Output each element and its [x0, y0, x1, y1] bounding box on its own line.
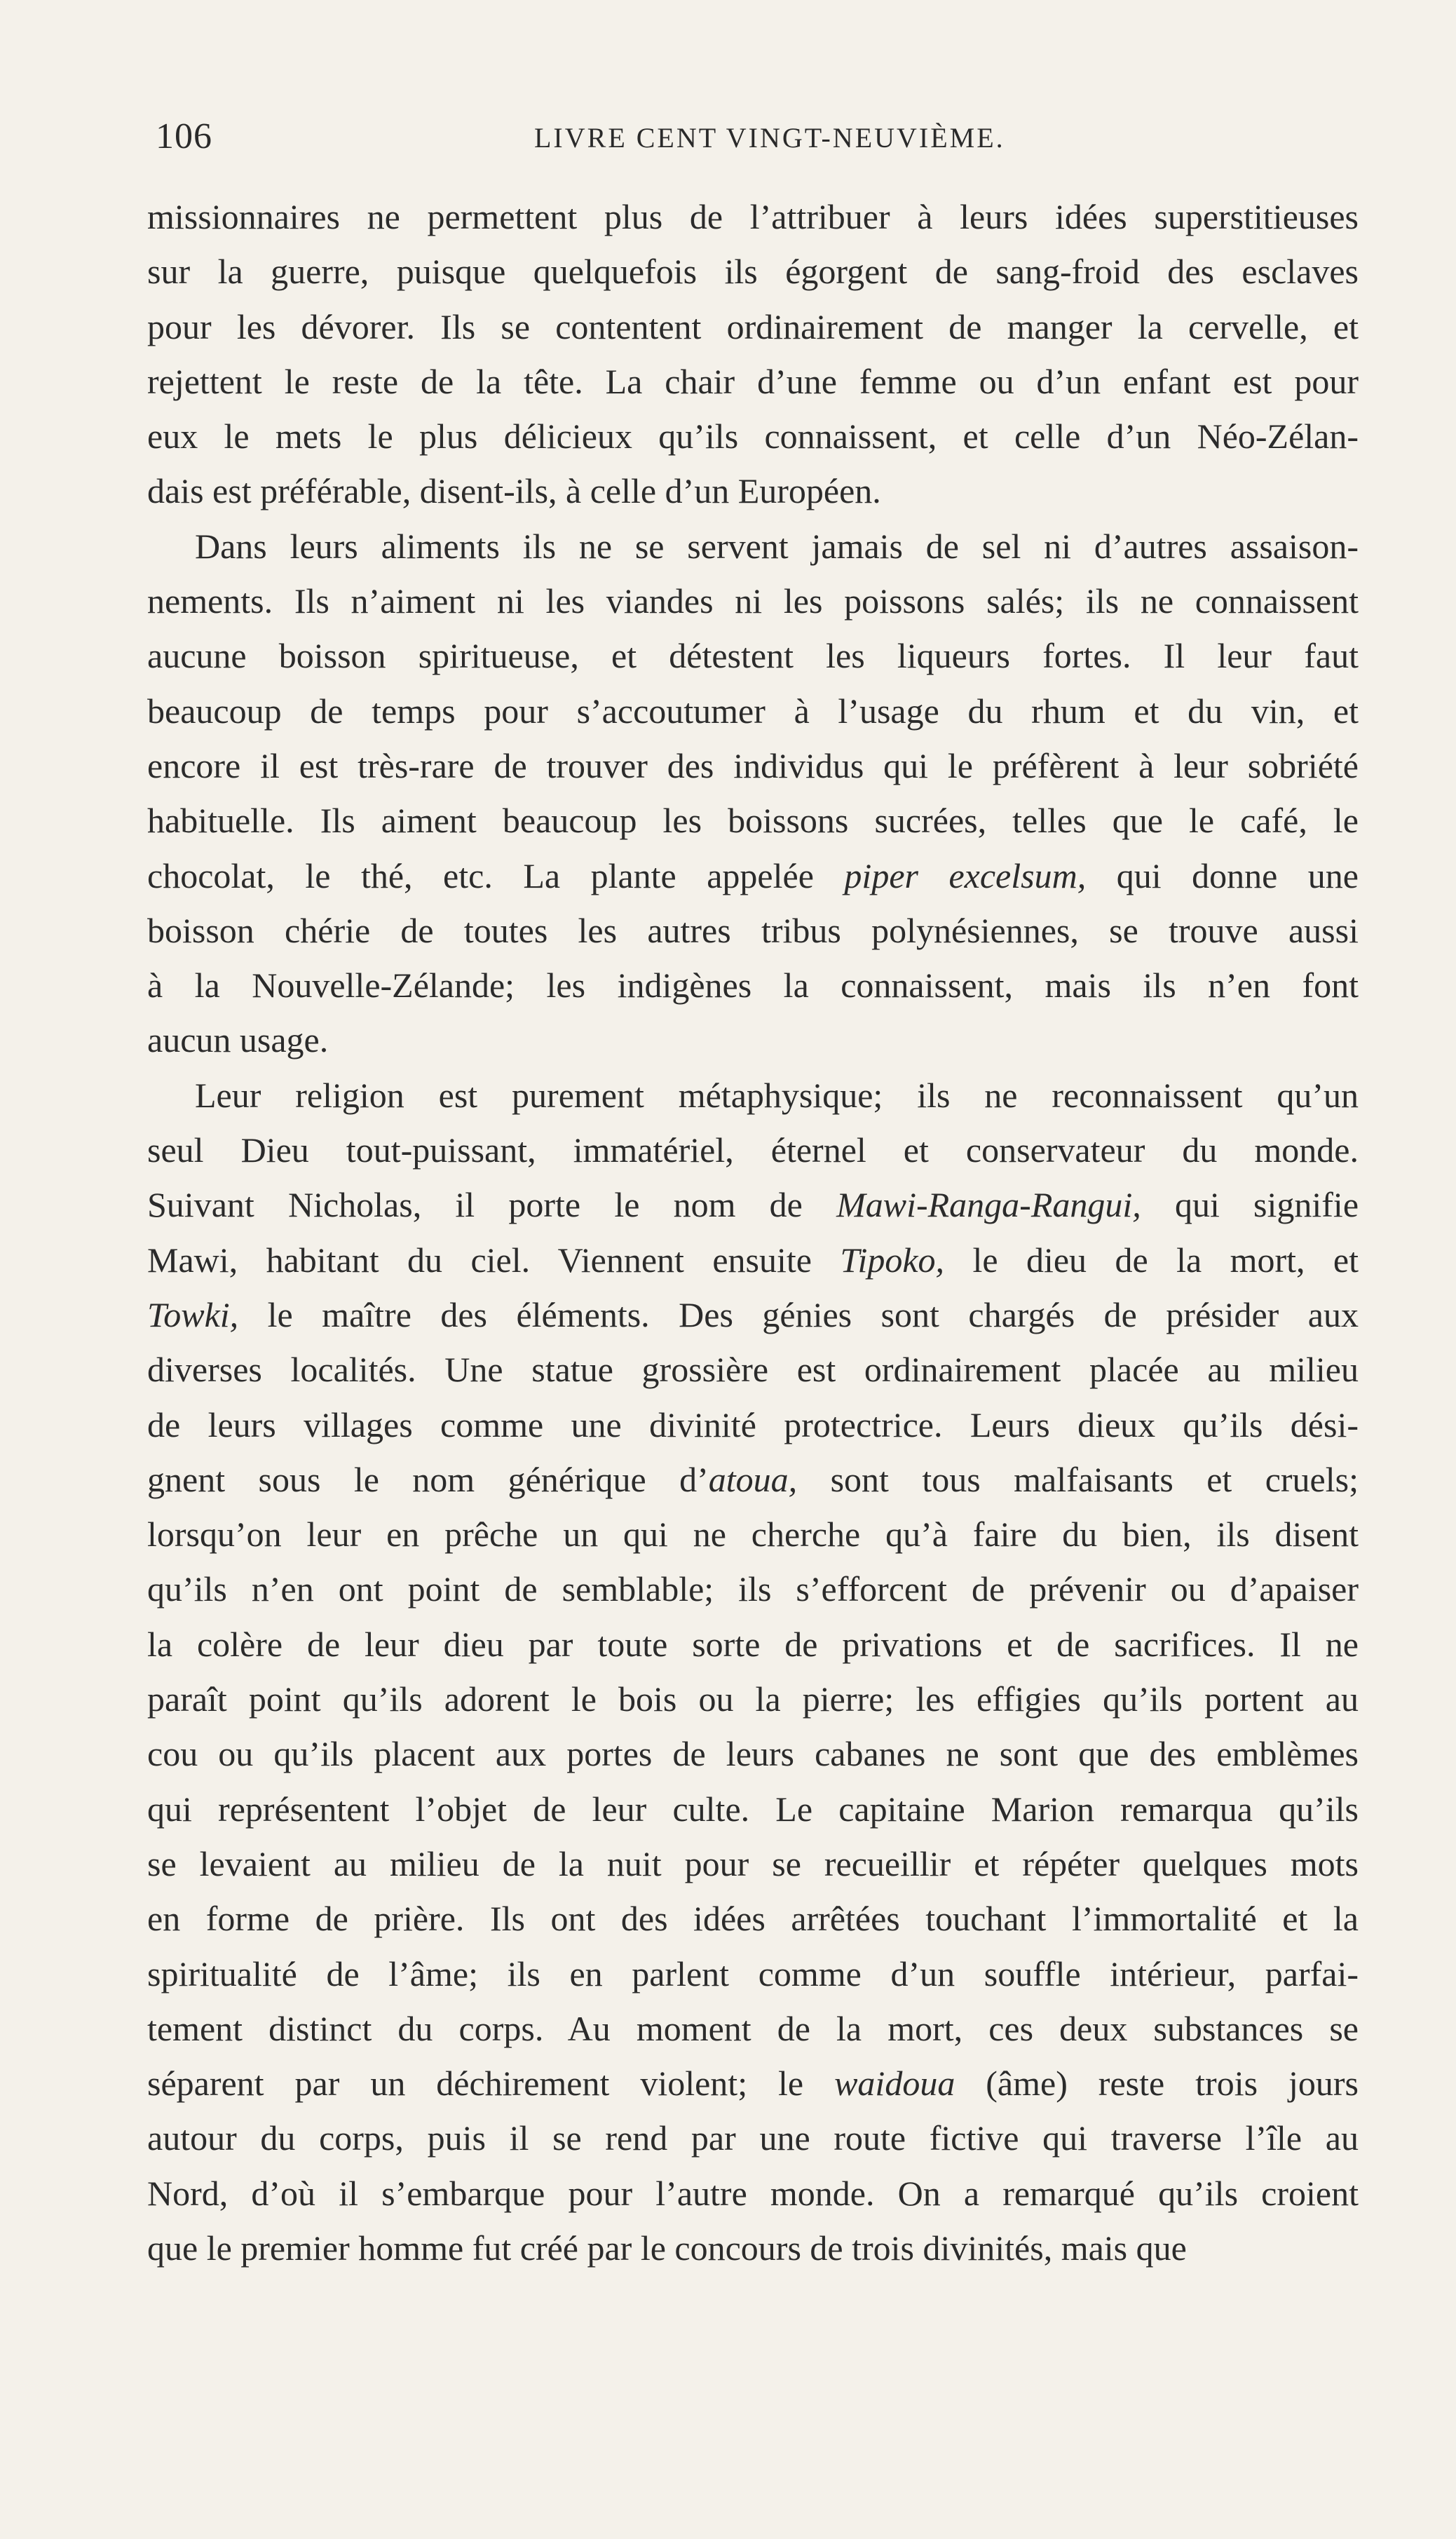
text-run: diverses localités. Une statue grossière est ordinairement placée au milieu: [147, 1350, 1359, 1390]
text-line: [147, 848, 1359, 903]
page-header: [156, 116, 1347, 165]
text-run: Nord, d’où il s’embarque pour l’autre monde. On a remarqué qu’ils croient: [147, 2173, 1359, 2213]
text-run: nements. Ils n’aiment ni les viandes ni les poissons salés; ils ne connaissent: [147, 581, 1359, 621]
italic-term: Towki,: [147, 1294, 239, 1334]
body-text: [147, 189, 1359, 2275]
text-line: [147, 1726, 1359, 1781]
italic-term: piper excelsum,: [844, 855, 1087, 895]
text-line: [147, 2166, 1359, 2221]
text-line: [147, 1233, 1359, 1287]
text-line: [147, 1068, 1359, 1123]
text-run: qu’ils n’en ont point de semblable; ils s’efforcent de prévenir ou d’apaiser: [147, 1569, 1359, 1609]
text-line: [147, 1782, 1359, 1836]
text-line: [147, 2056, 1359, 2111]
text-line: [147, 628, 1359, 683]
text-run: aucun usage.: [147, 1020, 329, 1060]
text-run: qui représentent l’objet de leur culte. Le capitaine Marion remarqua qu’ils: [147, 1789, 1359, 1829]
text-run: aucune boisson spiritueuse, et détestent les liqueurs fortes. Il leur faut: [147, 636, 1359, 676]
text-line: [147, 244, 1359, 299]
text-line: [147, 299, 1359, 354]
text-run: sur la guerre, puisque quelquefois ils égorgent de sang-froid des esclaves: [147, 252, 1359, 292]
text-run: Mawi, habitant du ciel. Viennent ensuite: [147, 1240, 841, 1280]
text-run: dais est préférable, disent-ils, à celle d’un Européen.: [147, 471, 881, 511]
text-run: Dans leurs aliments ils ne se servent jamais de sel ni d’autres assaison-: [195, 526, 1359, 566]
text-run: paraît point qu’ils adorent le bois ou la pierre; les effigies qu’ils portent au: [147, 1679, 1359, 1719]
text-run: boisson chérie de toutes les autres tribus polynésiennes, se trouve aussi: [147, 910, 1359, 950]
text-run: lorsqu’on leur en prêche un qui ne cherche qu’à faire du bien, ils disent: [147, 1515, 1359, 1555]
text-run: de leurs villages comme une divinité protectrice. Leurs dieux qu’ils dési-: [147, 1404, 1359, 1444]
text-line: [147, 574, 1359, 628]
text-line: [147, 793, 1359, 848]
text-line: [147, 2001, 1359, 2056]
text-run: cou ou qu’ils placent aux portes de leurs cabanes ne sont que des emblèmes: [147, 1734, 1359, 1774]
running-head: LIVRE CENT VINGT-NEUVIÈME.: [534, 122, 1005, 154]
text-line: [147, 2221, 1359, 2275]
text-line: [147, 1672, 1359, 1726]
text-line: [147, 1287, 1359, 1342]
text-line: [147, 463, 1359, 518]
text-run: se levaient au milieu de la nuit pour se recueillir et répéter quelques mots: [147, 1843, 1359, 1883]
italic-term: Tipoko,: [840, 1240, 945, 1280]
text-line: [147, 519, 1359, 574]
text-run: tement distinct du corps. Au moment de la mort, ces deux substances se: [147, 2008, 1359, 2048]
text-line: [147, 1342, 1359, 1397]
text-run: le dieu de la mort, et: [944, 1240, 1359, 1280]
text-line: [147, 1891, 1359, 1946]
italic-term: atoua,: [708, 1459, 798, 1499]
text-run: à la Nouvelle-Zélande; les indigènes la connaissent, mais ils n’en font: [147, 966, 1359, 1006]
text-run: que le premier homme fut créé par le concours de trois divinités, mais que: [147, 2228, 1187, 2268]
text-line: [147, 1507, 1359, 1562]
text-line: [147, 958, 1359, 1013]
text-line: [147, 1836, 1359, 1891]
text-run: sont tous malfaisants et cruels;: [797, 1459, 1359, 1499]
text-run: eux le mets le plus délicieux qu’ils connaissent, et celle d’un Néo-Zélan-: [147, 417, 1359, 456]
text-line: [147, 354, 1359, 409]
italic-term: waidoua: [834, 2064, 955, 2104]
text-line: [147, 409, 1359, 463]
text-run: habituelle. Ils aiment beaucoup les boissons sucrées, telles que le café, le: [147, 801, 1359, 841]
text-line: [147, 1397, 1359, 1452]
text-run: rejettent le reste de la tête. La chair d’une femme ou d’un enfant est pour: [147, 361, 1359, 401]
text-run: pour les dévorer. Ils se contentent ordinairement de manger la cervelle, et: [147, 306, 1359, 346]
text-run: seul Dieu tout-puissant, immatériel, éternel et conservateur du monde.: [147, 1130, 1359, 1170]
text-run: Leur religion est purement métaphysique; ils ne reconnaissent qu’un: [195, 1075, 1359, 1115]
page-number: 106: [156, 116, 212, 156]
text-line: [147, 1946, 1359, 2001]
text-run: la colère de leur dieu par toute sorte de privations et de sacrifices. Il ne: [147, 1624, 1359, 1664]
text-run: gnent sous le nom générique d’: [147, 1459, 709, 1499]
text-run: le maître des éléments. Des génies sont chargés de présider aux: [238, 1294, 1359, 1334]
text-line: [147, 189, 1359, 244]
text-run: autour du corps, puis il se rend par une route fictive qui traverse l’île au: [147, 2118, 1359, 2158]
text-line: [147, 903, 1359, 958]
text-run: qui signifie: [1141, 1185, 1359, 1225]
text-line: [147, 1123, 1359, 1177]
text-line: [147, 684, 1359, 738]
text-run: spiritualité de l’âme; ils en parlent comme d’un souffle intérieur, parfai-: [147, 1954, 1359, 1993]
text-line: [147, 1617, 1359, 1672]
text-run: qui donne une: [1086, 855, 1359, 895]
text-line: [147, 1562, 1359, 1616]
text-line: [147, 738, 1359, 793]
italic-term: Mawi-Ranga-Rangui,: [836, 1185, 1141, 1225]
text-run: missionnaires ne permettent plus de l’attribuer à leurs idées superstitieuses: [147, 197, 1359, 236]
text-line: [147, 1452, 1359, 1507]
text-run: (âme) reste trois jours: [955, 2064, 1359, 2104]
text-line: [147, 2111, 1359, 2165]
text-run: séparent par un déchirement violent; le: [147, 2064, 835, 2104]
text-line: [147, 1013, 1359, 1067]
text-run: chocolat, le thé, etc. La plante appelée: [147, 855, 845, 895]
text-run: en forme de prière. Ils ont des idées arrêtées touchant l’immortalité et la: [147, 1899, 1359, 1939]
text-run: beaucoup de temps pour s’accoutumer à l’usage du rhum et du vin, et: [147, 691, 1359, 731]
text-line: [147, 1177, 1359, 1232]
text-run: Suivant Nicholas, il porte le nom de: [147, 1185, 837, 1225]
text-run: encore il est très-rare de trouver des individus qui le préfèrent à leur sobriété: [147, 745, 1359, 785]
